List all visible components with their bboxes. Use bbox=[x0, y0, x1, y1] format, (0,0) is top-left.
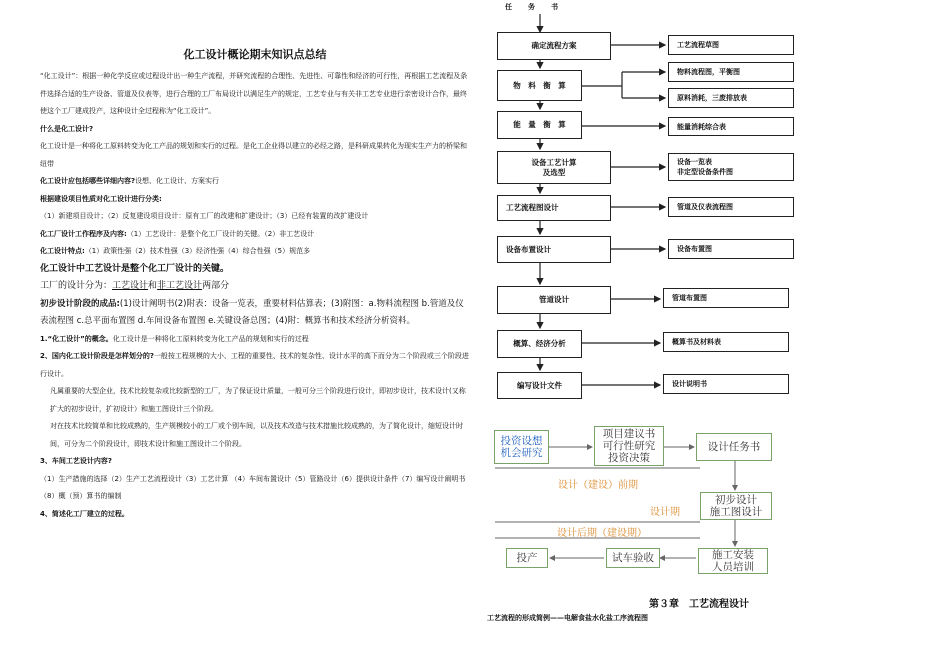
output-equipment-list: 设备一览表 非定型设备条件图 bbox=[668, 153, 794, 181]
section-2-label: 2、国内化工设计阶段是怎样划分的? bbox=[40, 352, 154, 360]
figure-caption: 工艺流程的形成简例——电解食盐水化盐工序流程图 bbox=[487, 614, 648, 622]
output-process-sketch: 工艺流程草图 bbox=[668, 35, 794, 55]
step-cost-analysis: 概算、经济分析 bbox=[497, 330, 582, 358]
stage-preliminary-design: 初步设计 施工图设计 bbox=[700, 492, 772, 520]
section-1-text: 化工设计是一种将化工原料转变为化工产品的规划和实行的过程 bbox=[112, 334, 309, 343]
split-and: 和 bbox=[148, 281, 158, 291]
step-energy-balance: 能 量 衡 算 bbox=[497, 111, 582, 139]
output-material-flow: 物料流程图，平衡图 bbox=[668, 62, 794, 82]
split-process-design: 工艺设计 bbox=[112, 281, 149, 291]
section-1-label: 1.“化工设计”的概念。 bbox=[40, 334, 113, 343]
output-piping-layout: 管道布置图 bbox=[663, 288, 789, 308]
answer-classify: （1）新建项目设计；（2）反复建设项目设计：原有工厂的改建和扩建设计；（3）已经有装置的改扩建设计 bbox=[40, 212, 369, 220]
question-features-text: （1）政策性强（2）技术性强（3）经济性强（4）综合性强（5）规范多 bbox=[84, 247, 311, 255]
step-material-balance: 物 料 衡 算 bbox=[497, 70, 582, 101]
question-procedure-label: 化工厂设计工作程序及内容: bbox=[40, 229, 127, 238]
prelim-label: 初步设计阶段的成品: bbox=[40, 298, 120, 309]
stage-feasibility: 项目建议书 可行性研究 投资决策 bbox=[594, 426, 664, 466]
answer-what-is: 化工设计是一种将化工原料转变为化工产品的规划和实行的过程。是化工企业得以建立的必经之路，是科研成果转化为现实生产力的桥梁和纽带 bbox=[40, 142, 467, 168]
output-equipment-layout: 设备布置图 bbox=[668, 239, 794, 259]
step-piping-design: 管道设计 bbox=[497, 286, 611, 314]
section-4-label: 4、简述化工厂建立的过程。 bbox=[40, 509, 129, 518]
section-2-para-2: 凡属重要的大型企业，技术比较复杂或比较新型的工厂，为了保证设计质量，一般可分三个阶段进行设计，即初步设计，技术设计(又称扩大的初步设计，扩初设计）和施工图设计三个阶段。 bbox=[50, 387, 466, 413]
section-2-text: 一般按工程规模的大小、工程的重要性、技术的复杂性、设计水平的高下而分为二个阶段或三个阶段进行设计。 bbox=[40, 352, 469, 378]
question-contents-label: 化工设计应包括哪些详细内容? bbox=[40, 177, 136, 185]
flow-header: 任务书 bbox=[505, 3, 574, 11]
question-classify: 根据建设项目性质对化工设计进行分类: bbox=[40, 194, 162, 203]
output-energy: 能量消耗综合表 bbox=[668, 117, 794, 136]
step-equipment-layout: 设备布置设计 bbox=[497, 236, 611, 263]
stage-trial-run: 试车验收 bbox=[606, 548, 660, 568]
document-title: 化工设计概论期末知识点总结 bbox=[183, 48, 327, 61]
step-flow-diagram-design: 工艺流程图设计 bbox=[497, 195, 611, 221]
question-procedure-text: （1）工艺设计：是整个化工厂设计的关键。（2）非工艺设计 bbox=[126, 229, 315, 238]
split-nonprocess-design: 非工艺设计 bbox=[157, 281, 203, 291]
label-post-design: 设计后期（建设期） bbox=[557, 528, 647, 539]
stage-production: 投产 bbox=[506, 548, 548, 568]
step-process-plan: 确定流程方案 bbox=[497, 32, 611, 60]
stage-investment-idea: 投资设想 机会研究 bbox=[494, 430, 549, 464]
split-prefix: 工厂的设计分为： bbox=[40, 281, 113, 291]
prelim-text: (1)设计阐明书(2)附表：设备一览表，重要材料估算表；(3)附图：a.物料流程图 b.管道及仪表流程图 c.总平面布置图 d.车间设备布置图 e.关键设备总图；(4)附：概算书和技术经济分析资料。 bbox=[40, 298, 464, 326]
stage-construction: 施工安装 人员培训 bbox=[698, 548, 768, 574]
question-what-is: 什么是化工设计? bbox=[40, 124, 94, 133]
output-pid: 管道及仪表流程图 bbox=[668, 197, 794, 217]
intro-paragraph: “化工设计”：根据一种化学反应或过程设计出一种生产流程，并研究流程的合理性、先进性、可靠性和经济的可行性，再根据工艺流程及条件选择合适的生产设备、管道及仪表等，进行合理的工厂布局设计以满足生产的规定，工艺专业与有关非工艺专业进行亲密设计合作，最终使这个工厂建成投产，这种设计全过程称为“化工设计”。 bbox=[40, 72, 468, 115]
output-consumption: 原料消耗，三废排放表 bbox=[668, 88, 794, 108]
split-suffix: 两部分 bbox=[202, 281, 230, 291]
question-contents-text: 设想、化工设计、方案实行 bbox=[135, 177, 220, 185]
step-equipment-calc: 设备工艺计算 及选型 bbox=[497, 151, 611, 184]
question-features-label: 化工设计特点: bbox=[40, 247, 85, 255]
output-cost-materials: 概算书及材料表 bbox=[663, 332, 789, 352]
label-pre-design: 设计（建设）前期 bbox=[558, 480, 638, 491]
section-3-label: 3、车间工艺设计内容? bbox=[40, 457, 112, 465]
step-design-docs: 编写设计文件 bbox=[497, 372, 582, 399]
output-design-spec: 设计说明书 bbox=[663, 374, 789, 394]
label-design-period: 设计期 bbox=[650, 507, 680, 518]
chapter-heading: 第３章 工艺流程设计 bbox=[649, 599, 749, 610]
section-3-text: （1）生产措施的选择（2）生产工艺流程设计（3）工艺计算 （4）车间布置设计（5）管路设计（6）提供设计条件（7）编写设计阐明书 （8）概（预）算书的编制 bbox=[40, 474, 466, 500]
key-statement: 化工设计中工艺设计是整个化工厂设计的关键。 bbox=[40, 263, 230, 274]
section-2-para-3: 对在技术比较简单和比较成熟的，生产规模较小的工厂或个别车间，以及技术改造与技术措施比较成熟的，为了简化设计，缩短设计时间，可分为二个阶段设计，即技术设计和施工图设计二个阶段。 bbox=[50, 422, 463, 448]
stage-design-task: 设计任务书 bbox=[696, 433, 772, 461]
